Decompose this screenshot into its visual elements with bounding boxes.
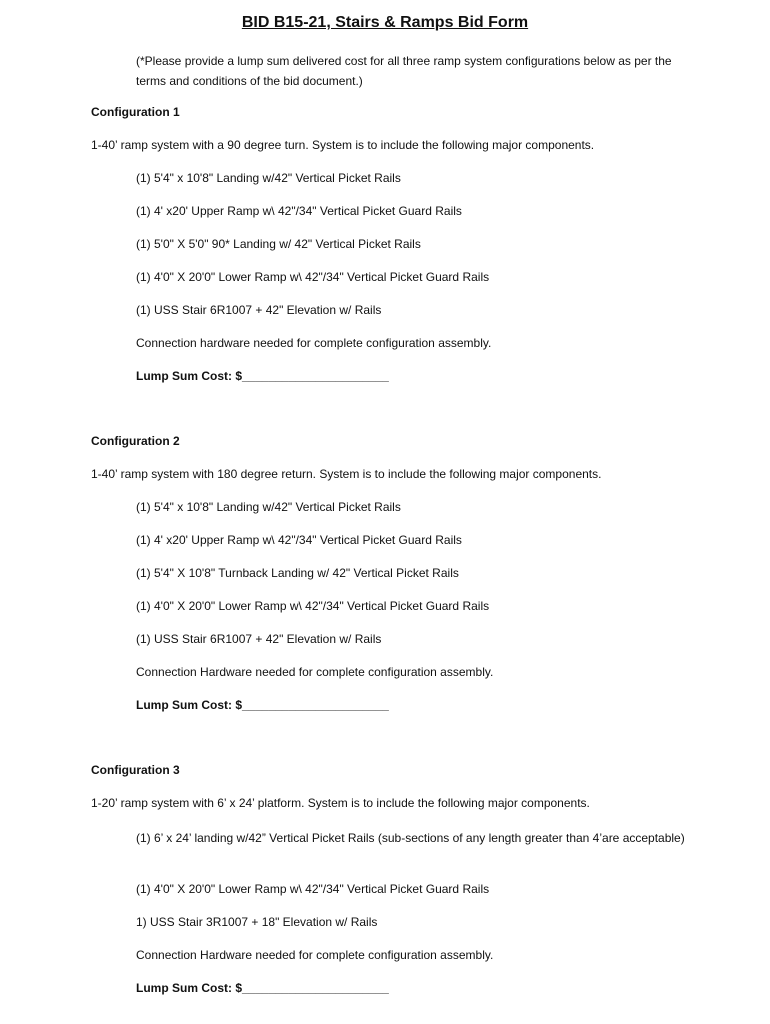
config-1-item: (1) 5'4" x 10'8" Landing w/42" Vertical Picket Rails [136,171,401,185]
config-2-item: Connection Hardware needed for complete configuration assembly. [136,665,494,679]
config-1-item: Connection hardware needed for complete configuration assembly. [136,336,492,350]
config-1-item: (1) 5'0" X 5'0" 90* Landing w/ 42" Vertical Picket Rails [136,237,421,251]
config-1-item: (1) 4'0" X 20'0" Lower Ramp w\ 42"/34" Vertical Picket Guard Rails [136,270,490,284]
document-title: BID B15-21, Stairs & Ramps Bid Form [241,14,529,31]
config-1-item: (1) 4' x20' Upper Ramp w\ 42"/34" Vertical Picket Guard Rails [136,204,462,218]
config-2-lump-sum: Lump Sum Cost: $______________________ [136,698,389,712]
config-3-lump-sum: Lump Sum Cost: $______________________ [136,981,389,995]
config-3-item: (1) 6’ x 24’ landing w/42” Vertical Picket Rails (sub-sections of any length greater than 4’are acceptable) [136,831,685,845]
config-3-item: 1) USS Stair 3R1007 + 18" Elevation w/ Rails [136,915,378,929]
config-2-item: (1) 5'4" X 10'8" Turnback Landing w/ 42" Vertical Picket Rails [136,566,459,580]
config-3-heading: Configuration 3 [91,763,180,777]
config-1-lump-sum: Lump Sum Cost: $______________________ [136,369,389,383]
config-1-heading: Configuration 1 [91,105,180,119]
config-1-description: 1-40’ ramp system with a 90 degree turn. System is to include the following major components. [91,138,595,152]
config-2-heading: Configuration 2 [91,434,180,448]
config-2-item: (1) USS Stair 6R1007 + 42" Elevation w/ Rails [136,632,382,646]
config-1-item: (1) USS Stair 6R1007 + 42" Elevation w/ Rails [136,303,382,317]
config-3-description: 1-20’ ramp system with 6’ x 24’ platform. System is to include the following major components. [91,796,590,810]
config-3-item: Connection Hardware needed for complete configuration assembly. [136,948,494,962]
config-2-item: (1) 4' x20' Upper Ramp w\ 42"/34" Vertical Picket Guard Rails [136,533,462,547]
config-2-description: 1-40’ ramp system with 180 degree return. System is to include the following major components. [91,467,602,481]
intro-text: (*Please provide a lump sum delivered cost for all three ramp system configurations below as per the terms and conditions of the bid document.) [136,54,672,88]
config-2-item: (1) 5'4" x 10'8" Landing w/42" Vertical Picket Rails [136,500,401,514]
config-3-item: (1) 4'0" X 20'0" Lower Ramp w\ 42"/34" Vertical Picket Guard Rails [136,882,490,896]
config-2-item: (1) 4'0" X 20'0" Lower Ramp w\ 42"/34" Vertical Picket Guard Rails [136,599,490,613]
